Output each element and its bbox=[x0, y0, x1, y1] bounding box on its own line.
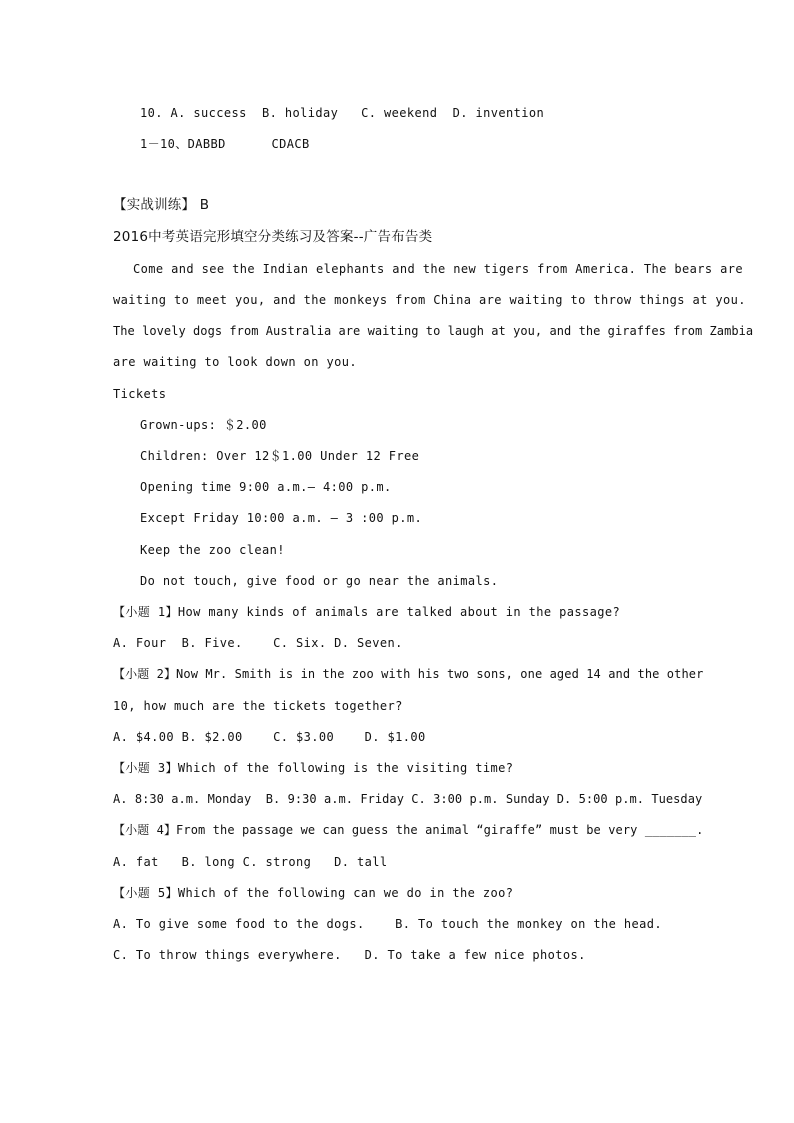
question-1-stem: 【小题 1】How many kinds of animals are talked about in the passage? bbox=[113, 605, 621, 619]
passage-line-1: Come and see the Indian elephants and the new tigers from America. The bears are bbox=[133, 262, 743, 276]
question-2-stem-cont: 10, how much are the tickets together? bbox=[113, 699, 403, 713]
question-1-options: A. Four B. Five. C. Six. D. Seven. bbox=[113, 636, 403, 650]
q10-options: 10. A. success B. holiday C. weekend D. invention bbox=[140, 106, 545, 120]
passage-line-3: The lovely dogs from Australia are waiting to laugh at you, and the giraffes from Zambia bbox=[113, 324, 754, 338]
question-2-stem: 【小题 2】Now Mr. Smith is in the zoo with his two sons, one aged 14 and the other bbox=[113, 667, 704, 681]
question-5-stem: 【小题 5】Which of the following can we do in the zoo? bbox=[113, 886, 514, 900]
question-4-stem: 【小题 4】From the passage we can guess the animal “giraffe” must be very _______. bbox=[113, 823, 704, 837]
opening-time: Opening time 9:00 a.m.— 4:00 p.m. bbox=[140, 480, 392, 494]
section-label: 【实战训练】 B bbox=[113, 197, 210, 213]
question-4-options: A. fat B. long C. strong D. tall bbox=[113, 855, 388, 869]
passage-line-2: waiting to meet you, and the monkeys from China are waiting to throw things at you. bbox=[113, 293, 746, 307]
keep-clean: Keep the zoo clean! bbox=[140, 543, 285, 557]
except-friday: Except Friday 10:00 a.m. — 3 :00 p.m. bbox=[140, 511, 423, 525]
ticket-grownups: Grown-ups: ＄2.00 bbox=[140, 418, 267, 432]
passage-line-4: are waiting to look down on you. bbox=[113, 355, 357, 369]
question-3-stem: 【小题 3】Which of the following is the visiting time? bbox=[113, 761, 514, 775]
question-5-options: A. To give some food to the dogs. B. To touch the monkey on the head. bbox=[113, 917, 662, 931]
answer-key: 1－10、DABBD CDACB bbox=[140, 137, 310, 151]
question-5-options-cont: C. To throw things everywhere. D. To take a few nice photos. bbox=[113, 948, 586, 962]
section-title: 2016中考英语完形填空分类练习及答案--广告布告类 bbox=[113, 229, 433, 245]
question-2-options: A. $4.00 B. $2.00 C. $3.00 D. $1.00 bbox=[113, 730, 426, 744]
question-3-options: A. 8:30 a.m. Monday B. 9:30 a.m. Friday C. 3:00 p.m. Sunday D. 5:00 p.m. Tuesday bbox=[113, 792, 703, 806]
tickets-heading: Tickets bbox=[113, 387, 167, 401]
ticket-children: Children: Over 12＄1.00 Under 12 Free bbox=[140, 449, 420, 463]
do-not-touch: Do not touch, give food or go near the animals. bbox=[140, 574, 499, 588]
